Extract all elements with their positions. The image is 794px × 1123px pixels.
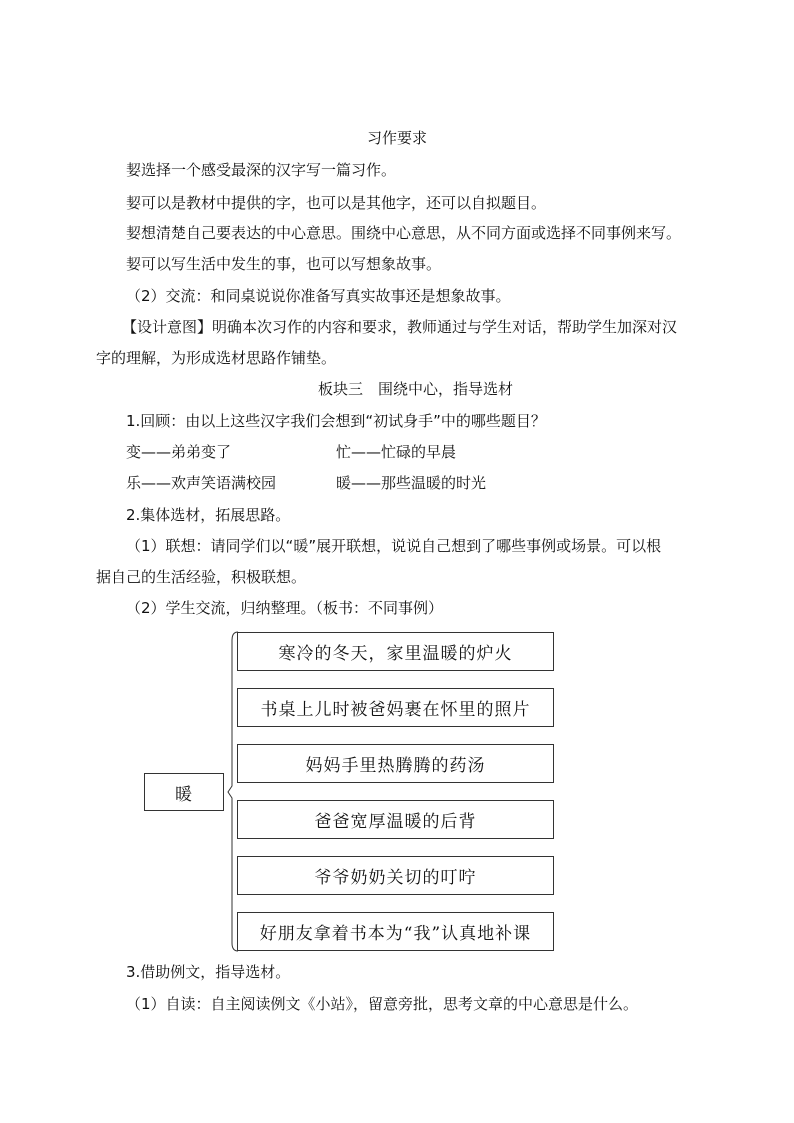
item-box: 爷爷奶奶关切的叮咛 [237,856,554,895]
item-box: 妈妈手里热腾腾的药汤 [237,744,554,783]
requirement-2: 㛃可以是教材中提供的字，也可以是其他字，还可以自拟题目。 [126,194,547,212]
section-title: 习作要求 [366,129,427,147]
item-box: 书桌上儿时被爸妈裹在怀里的照片 [237,688,554,727]
design-intent-line-2: 字的理解，为形成选材思路作铺垫。 [96,349,337,367]
item-box: 爸爸宽厚温暖的后背 [237,800,554,839]
review-question: 1.回顾：由以上这些汉字我们会想到“初试身手”中的哪些题目？ [126,412,546,430]
requirement-1: 㛃选择一个感受最深的汉字写一篇习作。 [126,161,397,179]
block-title: 板块三 围绕中心，指导选材 [318,380,514,398]
topic-left: 变——弟弟变了 [126,443,232,461]
student-exchange: （2）学生交流，归纳整理。（板书：不同事例） [126,599,444,617]
topic-right: 忙——忙碌的早晨 [336,443,457,461]
example-heading: 3.借助例文，指导选材。 [126,963,291,981]
item-box: 寒冷的冬天，家里温暖的炉火 [237,632,554,671]
root-box: 暖 [144,773,224,811]
associate-line-2: 据自己的生活经验，积极联想。 [96,568,307,586]
design-intent-line-1: 【设计意图】明确本次习作的内容和要求，教师通过与学生对话，帮助学生加深对汉 [122,318,678,336]
topic-left: 乐——欢声笑语满校园 [126,474,277,492]
associate-line-1: （1）联想：请同学们以“暖”展开联想，说说自己想到了哪些事例或场景。可以根 [126,537,662,555]
exchange-paragraph: （2）交流：和同桌说说你准备写真实故事还是想象故事。 [126,287,511,305]
item-box: 好朋友拿着书本为“我”认真地补课 [237,912,554,951]
collective-heading: 2.集体选材，拓展思路。 [126,506,291,524]
requirement-4: 㛃可以写生活中发生的事，也可以写想象故事。 [126,255,442,273]
requirement-3: 㛃想清楚自己要表达的中心意思。围绕中心意思，从不同方面或选择不同事例来写。 [126,224,682,242]
topic-right: 暖——那些温暖的时光 [336,474,487,492]
self-read: （1）自读：自主阅读例文《小站》，留意旁批，思考文章的中心意思是什么。 [126,995,639,1013]
